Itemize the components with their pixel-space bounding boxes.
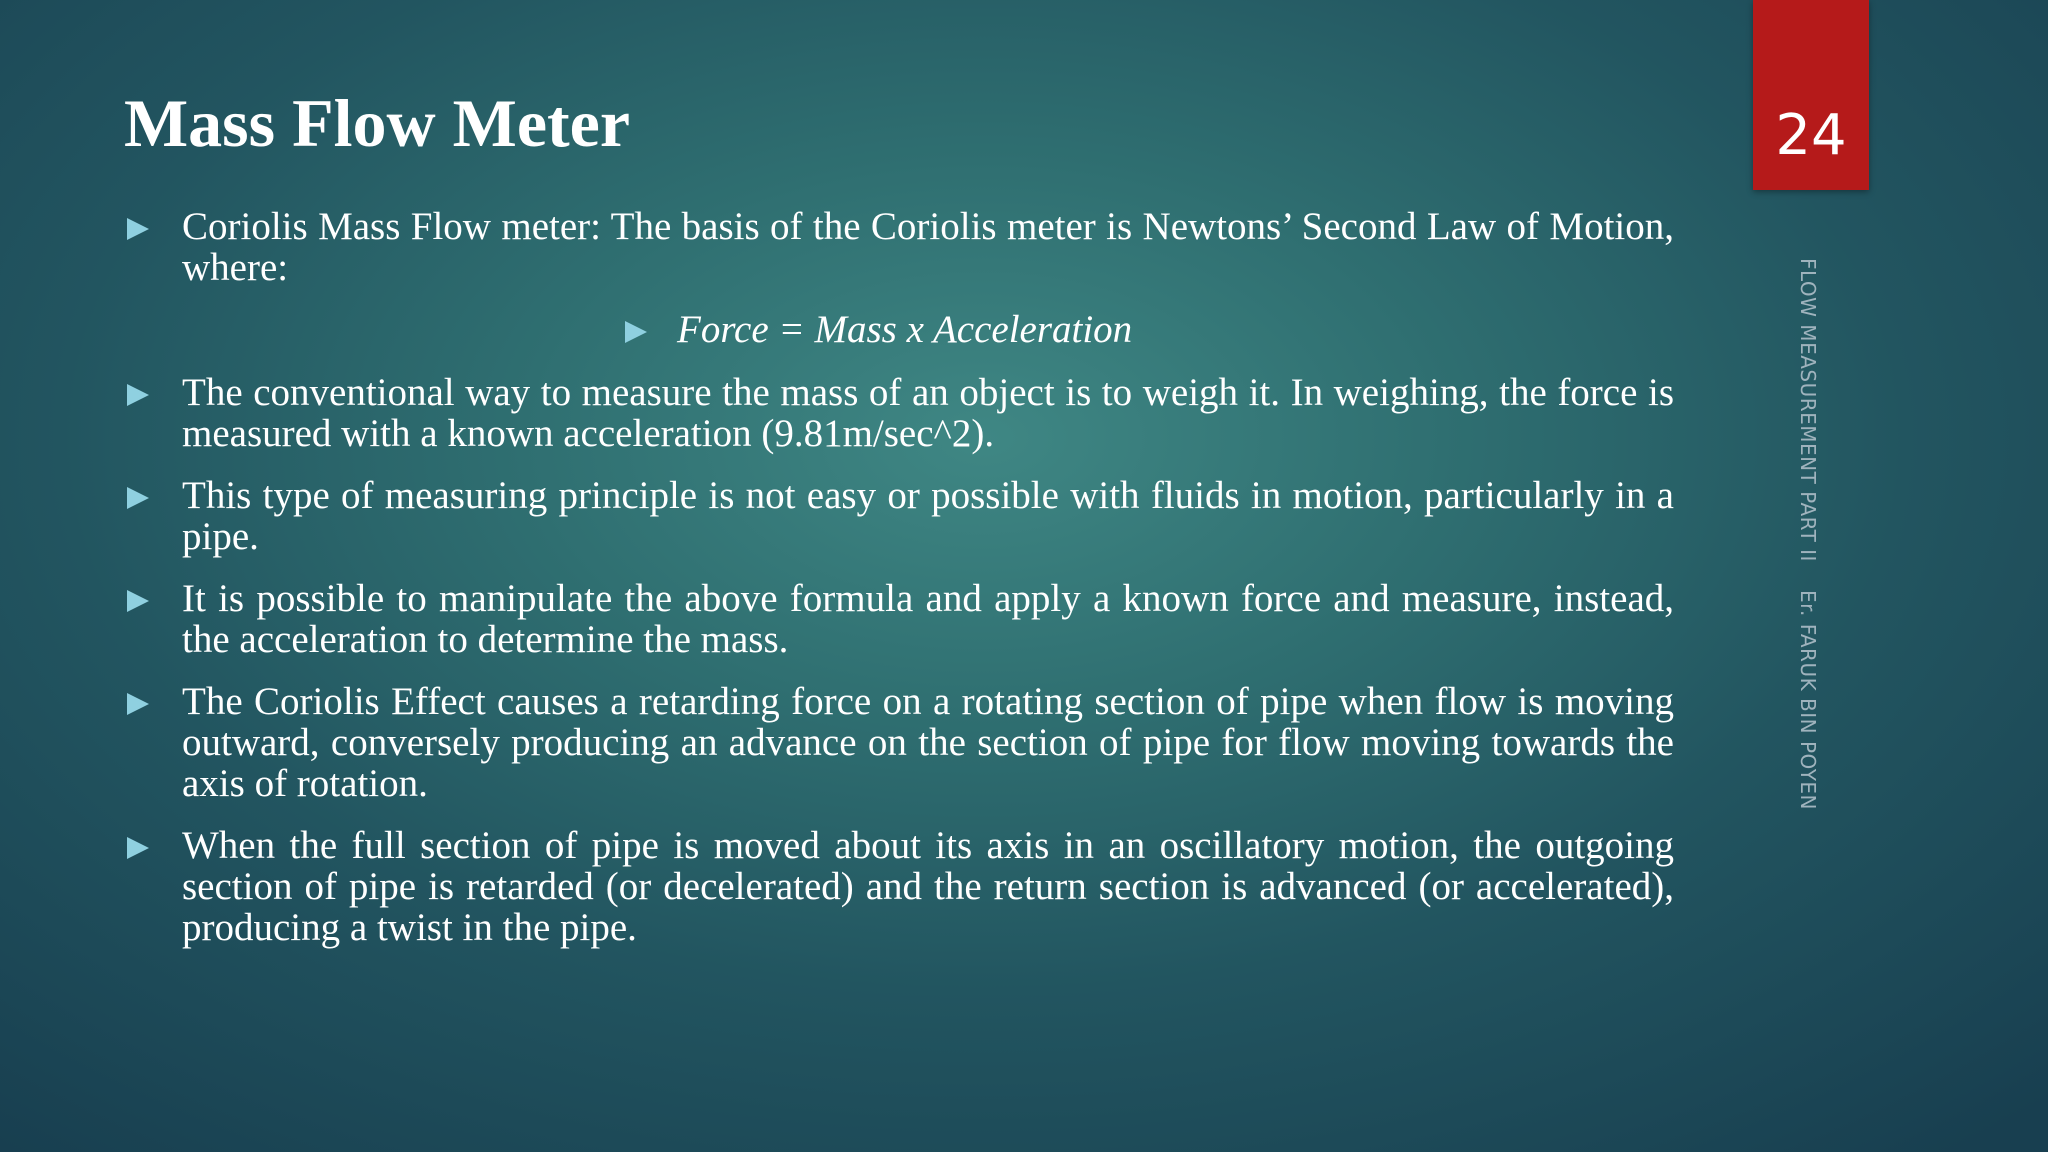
bullet-text: It is possible to manipulate the above formula and apply a known force and measure, instead, the acceleration to determine the mass. [182,577,1674,661]
bullet-text: The Coriolis Effect causes a retarding force on a rotating section of pipe when flow is moving outward, conversely producing an advance on the section of pipe for flow moving towards the axis of rotation. [182,680,1674,805]
bullet-text: The conventional way to measure the mass of an object is to weigh it. In weighing, the force is measured with a known acceleration (9.81m/sec^2). [182,371,1674,455]
bullet-item [124,681,1674,804]
bullet-text: This type of measuring principle is not easy or possible with fluids in motion, particularly in a pipe. [182,474,1674,558]
triangle-right-icon [625,321,647,343]
bullet-item [124,825,1674,948]
bullet-item [124,475,1674,557]
triangle-right-icon [127,384,149,406]
side-caption-author: Er. FARUK BIN POYEN [1796,589,1820,811]
page-number-tab [1753,0,1869,190]
side-caption-part: FLOW MEASUREMENT PART II [1796,258,1820,562]
formula-text: Force = Mass x Acceleration [677,308,1133,351]
bullet-text: When the full section of pipe is moved about its axis in an oscillatory motion, the outgoing section of pipe is retarded (or decelerated) and the return section is advanced (or accelerated), producing a twist in the pipe. [182,824,1674,949]
bullet-list [124,206,1674,969]
triangle-right-icon [127,590,149,612]
bullet-item [124,372,1674,454]
triangle-right-icon [127,837,149,859]
slide-title: Mass Flow Meter [124,85,631,161]
triangle-right-icon [127,693,149,715]
bullet-item [124,578,1674,660]
bullet-text: Coriolis Mass Flow meter: The basis of the Coriolis meter is Newtons’ Second Law of Motion, where: [182,205,1674,289]
page-number: 24 [1775,103,1847,168]
bullet-item [124,206,1674,288]
formula-item [124,309,1674,350]
triangle-right-icon [127,218,149,240]
triangle-right-icon [127,487,149,509]
